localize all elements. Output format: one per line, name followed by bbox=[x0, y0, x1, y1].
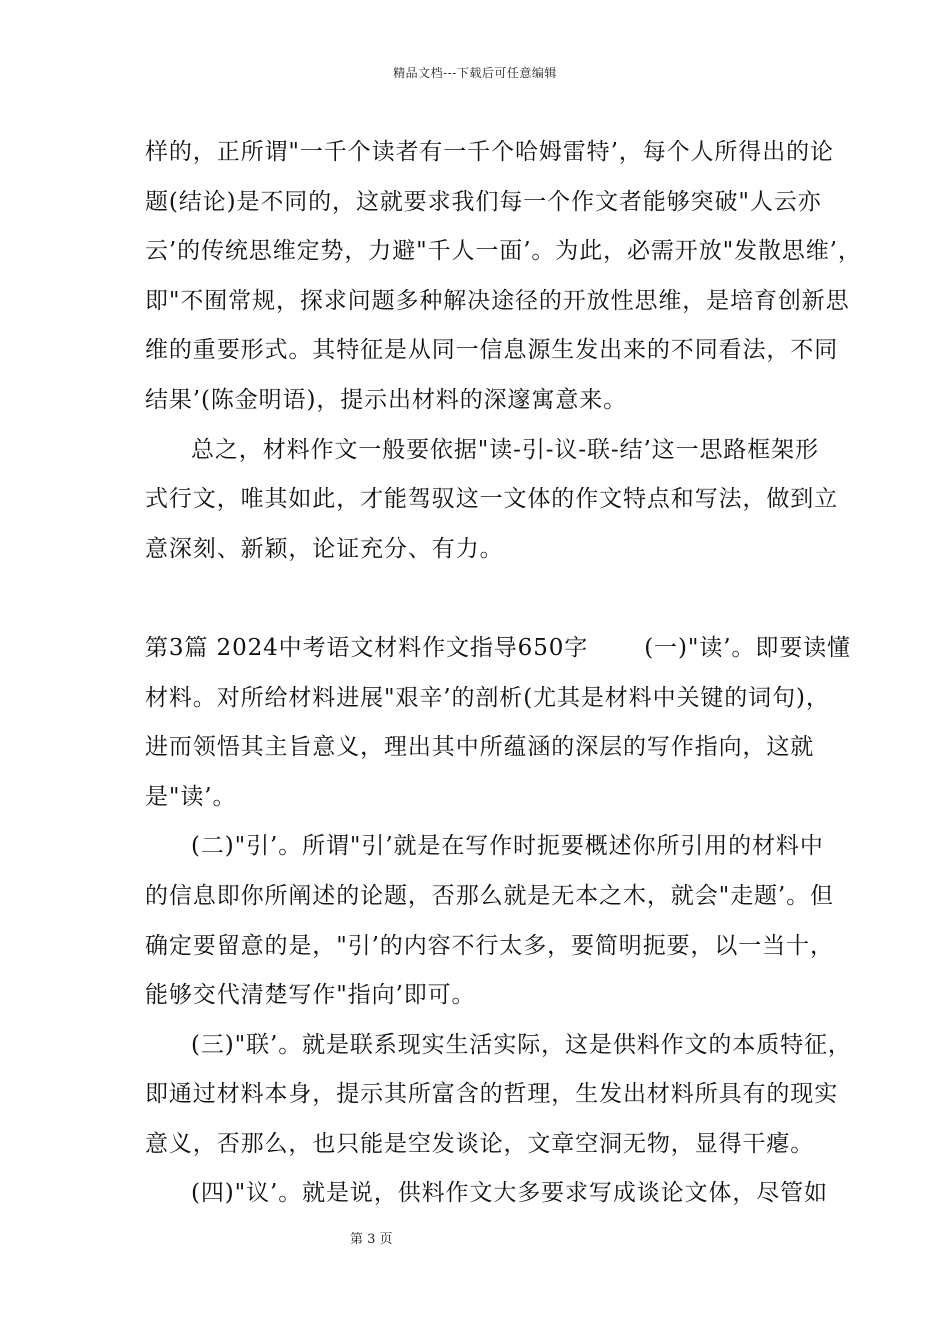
text-line: 式行文，唯其如此，才能驾驭这一文体的作文特点和写法，做到立 bbox=[145, 486, 839, 513]
text-line: (三)"联’。就是联系现实生活实际，这是供料作文的本质特征， bbox=[191, 1031, 852, 1058]
text-line: (二)"引’。所谓"引’就是在写作时扼要概述你所引用的材料中 bbox=[191, 833, 824, 860]
text-line: 能够交代清楚写作"指向’即可。 bbox=[145, 982, 476, 1009]
text-line: 总之，材料作文一般要依据"读-引-议-联-结’这一思路框架形 bbox=[191, 436, 819, 463]
text-line: (四)"议’。就是说，供料作文大多要求写成谈论文体，尽管如 bbox=[191, 1180, 828, 1207]
page-header: 精品文档---下载后可任意编辑 bbox=[393, 66, 557, 80]
text-line: 确定要留意的是，"引’的内容不行太多，要简明扼要，以一当十， bbox=[145, 932, 834, 959]
text-line: 意义，否那么，也只能是空发谈论，文章空洞无物，显得干瘪。 bbox=[145, 1130, 815, 1157]
text-line: 样的，正所谓"一千个读者有一千个哈姆雷特’，每个人所得出的论 bbox=[145, 139, 834, 165]
document-body bbox=[145, 132, 862, 1223]
text-line: 材料。对所给材料进展"艰辛’的剖析(尤其是材料中关键的词句)， bbox=[145, 684, 830, 711]
page-number: 第 3 页 bbox=[350, 1232, 393, 1247]
text-line: 是"读’。 bbox=[145, 783, 237, 810]
text-line: 的信息即你所阐述的论题，否那么就是无本之木，就会"走题’。但 bbox=[145, 882, 834, 909]
section-heading-line: 第3篇 2024中考语文材料作文指导650字 (一)"读’。即要读懂 bbox=[145, 634, 851, 661]
paragraph-gap bbox=[145, 578, 807, 628]
text-line: 结果’(陈金明语)，提示出材料的深邃寓意来。 bbox=[145, 386, 628, 413]
text-line: 即通过材料本身，提示其所富含的哲理，生发出材料所具有的现实 bbox=[145, 1081, 839, 1108]
text-line: 进而领悟其主旨意义，理出其中所蕴涵的深层的写作指向，这就 bbox=[145, 734, 815, 761]
text-line: 即"不囿常规，探求问题多种解决途径的开放性思维，是培育创新思 bbox=[145, 287, 850, 314]
text-line: 题(结论)是不同的，这就要求我们每一个作文者能够突破"人云亦 bbox=[145, 188, 822, 215]
text-line: 意深刻、新颖，论证充分、有力。 bbox=[145, 535, 504, 562]
text-line: 云’的传统思维定势，力避"千人一面’。为此，必需开放"发散思维’， bbox=[145, 238, 862, 265]
text-line: 维的重要形式。其特征是从同一信息源生发出来的不同看法，不同 bbox=[145, 337, 839, 364]
